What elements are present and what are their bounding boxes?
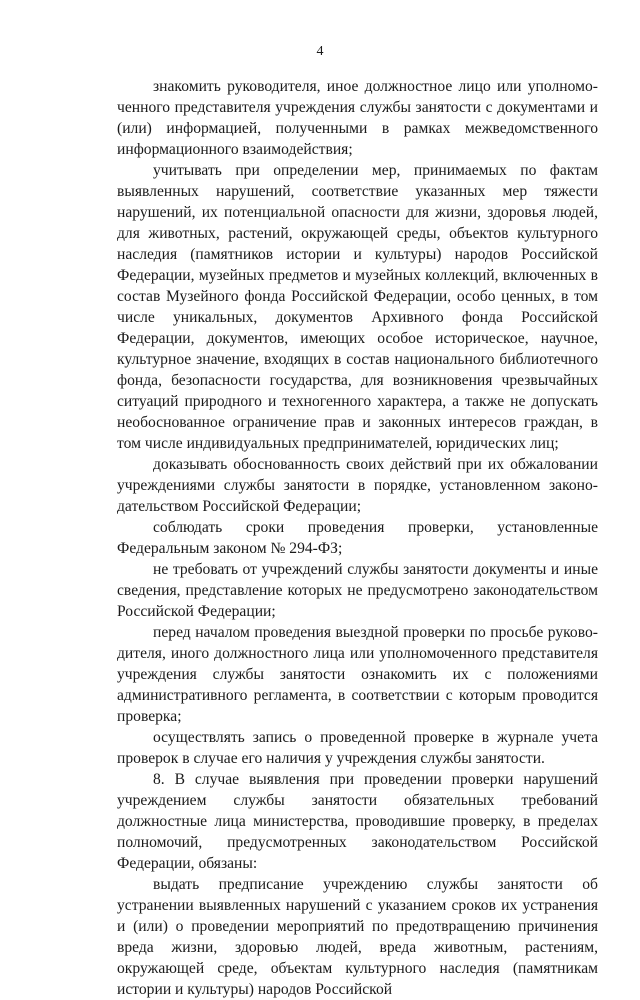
paragraph-journal-record: осуществлять запись о проведенной проверке в журнале учета проверок в случае его наличия у учреждения службы занятости.: [117, 729, 598, 767]
paragraph-no-extra-documents: не требовать от учреждений службы занятости документы и иные сведения, представление которых не предусмотрено законодательством Российской Федерации;: [117, 561, 598, 620]
document-body: [117, 76, 598, 1000]
paragraph-consider-measures: учитывать при определении мер, принимаемых по фактам выявленных нарушений, соответствие указанных мер тяжести нарушений, их потенциальной опасности для жизни, здоровья людей, для животных, растений, окружающей среды, объектов культурного наследия (памятников истории и культуры) народов Российской Федерации, музейных предметов и музейных коллекций, включенных в состав Музейного фонда Российской Федерации, особо ценных, в том числе уникальных, документов Архивного фонда Российской Федерации, документов, имеющих особое историческое, научное, культурное значение, входящих в состав национального библиотечного фонда, безопасности государства, для возникновения чрезвычайных ситуаций природного и техногенного характера, а также не допускать необоснованное ограничение прав и законных интересов граждан, в том числе индивидуальных предпринимателей, юридических лиц;: [117, 162, 598, 452]
paragraph-issue-order: выдать предписание учреждению службы занятости об устранении выявленных нарушений с указанием сроков их устранения и (или) о проведении мероприятий по предотвращению причинения вреда жизни, здоровью людей, вреда животным, растениям, окружающей среде, объектам культурного наследия (памятникам истории и культуры) народов Российской: [117, 876, 598, 998]
paragraph-familiarize-regulation: перед началом проведения выездной проверки по просьбе руководителя, иного должностного лица или уполномоченного представителя учреждения службы занятости ознакомить их с положениями административного регламента, в соответствии с которым проводится проверка;: [117, 624, 598, 725]
paragraph-inform-manager: знакомить руководителя, иное должностное лицо или уполномоченного представителя учреждения службы занятости с документами и (или) информацией, полученными в рамках межведомственного информационного взаимодействия;: [117, 78, 598, 158]
paragraph-observe-deadlines: соблюдать сроки проведения проверки, установленные Федеральным законом № 294-ФЗ;: [117, 519, 598, 557]
page-number: 4: [316, 44, 324, 59]
paragraph-section-8: 8. В случае выявления при проведении проверки нарушений учреждением службы занятости обязательных требований должностные лица министерства, проводившие проверку, в пределах полномочий, предусмотренных законодательством Российской Федерации, обязаны:: [117, 771, 598, 872]
paragraph-justify-actions: доказывать обоснованность своих действий при их обжаловании учреждениями службы занятости в порядке, установленном законодательством Российской Федерации;: [117, 456, 598, 515]
